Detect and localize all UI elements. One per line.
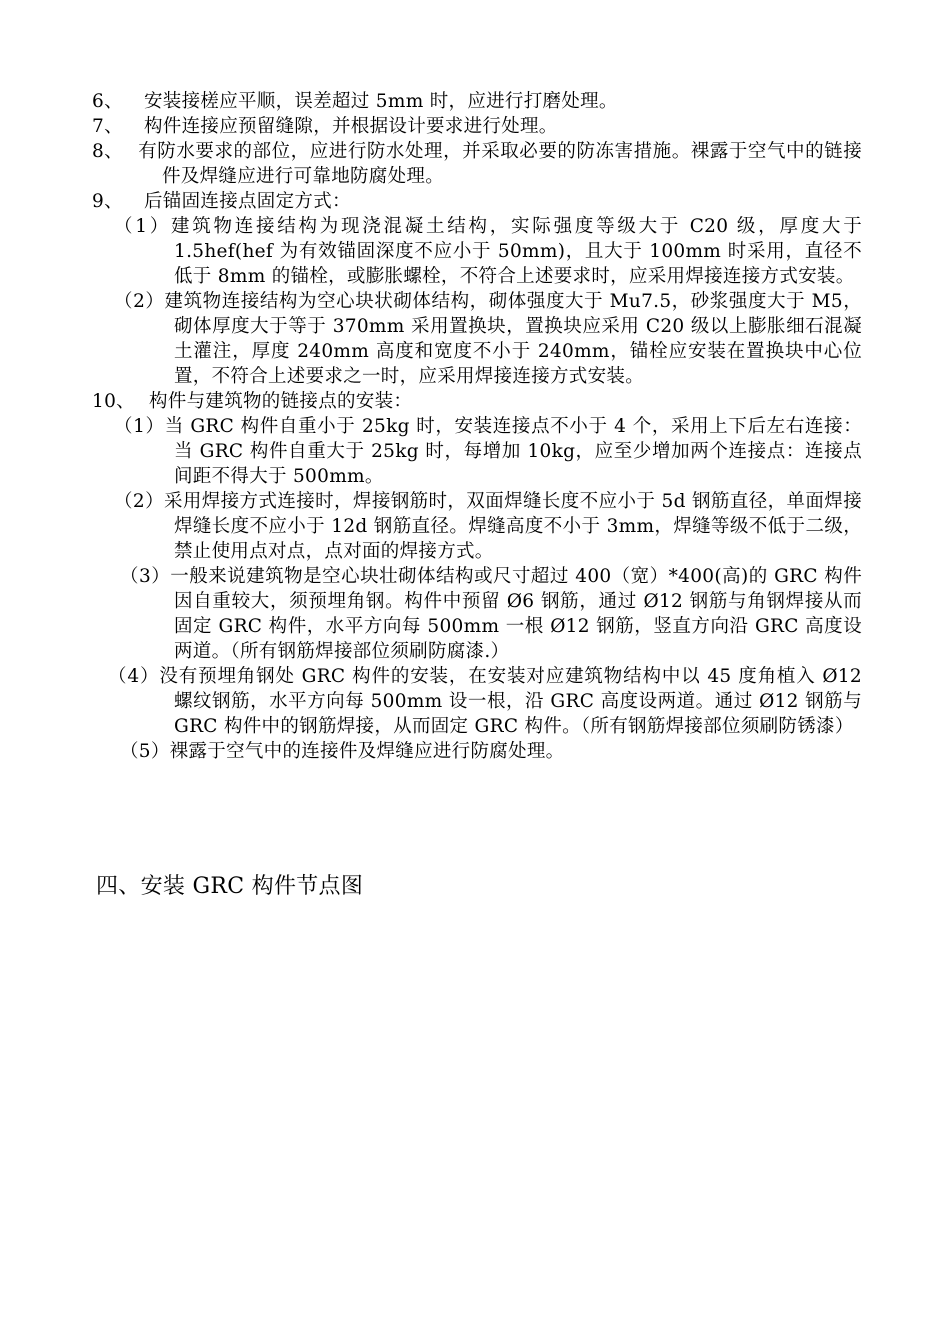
list-item-10 xyxy=(92,389,862,414)
item-number: （3） xyxy=(120,566,171,587)
sub-item-10-2 xyxy=(92,489,862,564)
sub-item-10-4 xyxy=(92,664,862,739)
item-text: 建筑物连接结构为现浇混凝土结构，实际强度等级大于 C20 级，厚度大于 1.5hef(hef 为有效锚固深度不应小于 50mm)，且大于 100mm 时采用，直径不低于 8mm 的锚栓，或膨胀螺栓，不符合上述要求时，应采用焊接连接方式安装。 xyxy=(171,216,862,287)
item-text: 没有预埋角钢处 GRC 构件的安装，在安装对应建筑物结构中以 45 度角植入 Ø12 螺纹钢筋，水平方向每 500mm 设一根，沿 GRC 高度设两道。通过 Ø12 钢筋与 GRC 构件中的钢筋焊接，从而固定 GRC 构件。（所有钢筋焊接部位须刷防锈漆） xyxy=(159,666,862,737)
item-text: 安装接槎应平顺，误差超过 5mm 时，应进行打磨处理。 xyxy=(144,91,618,112)
list-item-8 xyxy=(92,139,862,189)
item-text: 建筑物连接结构为空心块状砌体结构，砌体强度大于 Mu7.5，砂浆强度大于 M5，砌体厚度大于等于 370mm 采用置换块，置换块应采用 C20 级以上膨胀细石混凝土灌注，厚度 240mm 高度和宽度不小于 240mm，锚栓应安装在置换块中心位置，不符合上述要求之一时，应采用焊接连接方式安装。 xyxy=(164,291,863,387)
item-number: （2） xyxy=(114,491,164,512)
document-body xyxy=(92,89,862,764)
list-item-9 xyxy=(92,189,862,214)
sub-item-9-2 xyxy=(92,289,862,389)
item-number: （1） xyxy=(114,416,165,437)
section-heading: 四、安装 GRC 构件节点图 xyxy=(96,874,364,899)
item-number: 9、 xyxy=(92,191,123,212)
item-number: 7、 xyxy=(92,116,123,137)
list-item-7 xyxy=(92,114,862,139)
item-text: 当 GRC 构件自重小于 25kg 时，安装连接点不小于 4 个，采用上下后左右连接：当 GRC 构件自重大于 25kg 时，每增加 10kg，应至少增加两个连接点：连接点间距不得大于 500mm。 xyxy=(164,416,862,487)
item-number: （2） xyxy=(114,291,165,312)
sub-item-10-3 xyxy=(92,564,862,664)
item-number: （4） xyxy=(108,666,160,687)
sub-item-9-1 xyxy=(92,214,862,289)
list-item-6 xyxy=(92,89,862,114)
item-text: 有防水要求的部位，应进行防水处理，并采取必要的防冻害措施。裸露于空气中的链接件及焊缝应进行可靠地防腐处理。 xyxy=(138,141,862,187)
item-text: 后锚固连接点固定方式： xyxy=(144,191,351,212)
item-text: 构件与建筑物的链接点的安装： xyxy=(149,391,413,412)
item-number: 6、 xyxy=(92,91,123,112)
item-number: 10、 xyxy=(92,391,135,412)
item-text: 裸露于空气中的连接件及焊缝应进行防腐处理。 xyxy=(169,741,565,762)
item-text: 一般来说建筑物是空心块壮砌体结构或尺寸超过 400（宽）*400(高)的 GRC 构件因自重较大，须预埋角钢。构件中预留 Ø6 钢筋，通过 Ø12 钢筋与角钢焊接从而固定 GRC 构件，水平方向每 500mm 一根 Ø12 钢筋，竖直方向沿 GRC 高度设两道。（所有钢筋焊接部位须刷防腐漆.） xyxy=(170,566,863,662)
item-number: （5） xyxy=(120,741,170,762)
item-number: （1） xyxy=(114,216,172,237)
sub-item-10-1 xyxy=(92,414,862,489)
sub-item-10-5 xyxy=(92,739,862,764)
item-text: 构件连接应预留缝隙，并根据设计要求进行处理。 xyxy=(144,116,558,137)
item-text: 采用焊接方式连接时，焊接钢筋时，双面焊缝长度不应小于 5d 钢筋直径，单面焊接焊缝长度不应小于 12d 钢筋直径。焊缝高度不小于 3mm，焊缝等级不低于二级，禁止使用点对点，点对面的焊接方式。 xyxy=(163,491,863,562)
item-number: 8、 xyxy=(92,141,123,162)
